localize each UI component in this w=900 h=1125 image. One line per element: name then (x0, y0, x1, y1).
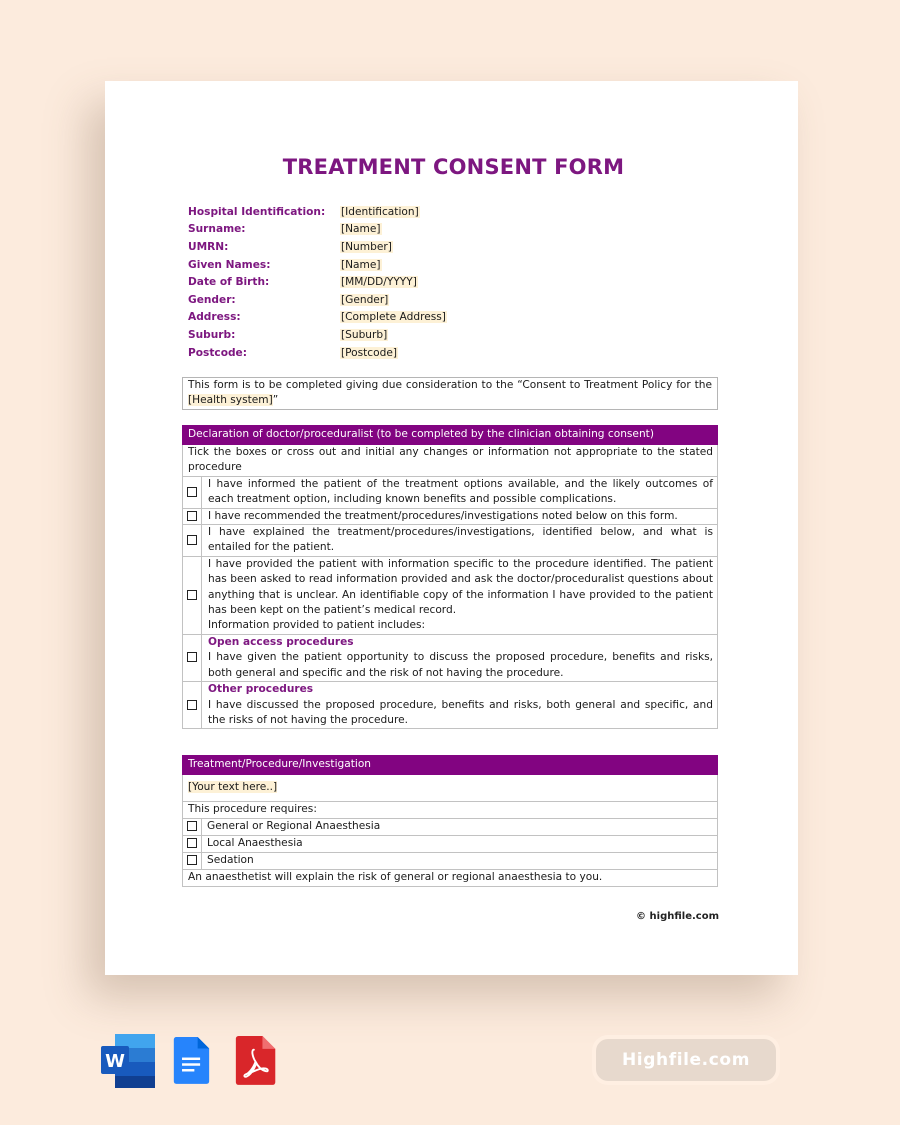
declaration-item-extra: Information provided to patient includes: (208, 619, 426, 632)
anaesthesia-option (183, 836, 718, 853)
checkbox[interactable] (187, 855, 197, 865)
checkbox-cell (183, 634, 202, 681)
option-label: General or Regional Anaesthesia (202, 819, 718, 836)
checkbox[interactable] (187, 821, 197, 831)
checkbox-cell (183, 819, 202, 836)
copyright-notice: © highfile.com (636, 911, 719, 922)
declaration-item-text: I have informed the patient of the treatment options available, and the likely outcomes of each treatment option, including known benefits and possible complications. (202, 476, 718, 508)
id-value-field[interactable]: [Name] (341, 223, 381, 236)
checkbox-cell (183, 476, 202, 508)
declaration-item-text: I have provided the patient with information specific to the procedure identified. The patient has been asked to read information provided and ask the doctor/proceduralist questions about anything that is unclear. An identifiable copy of the information I have provided to the patient has been kept on the patient’s medical record. (208, 557, 713, 617)
treatment-text-field[interactable]: [Your text here..] (188, 781, 278, 794)
id-row-address (188, 309, 588, 327)
declaration-instruction: Tick the boxes or cross out and initial any changes or information not appropriate to the stated procedure (183, 445, 718, 477)
format-icons (101, 1030, 283, 1090)
checkbox[interactable] (187, 652, 197, 662)
anaesthesia-option (183, 853, 718, 870)
declaration-item-text: I have discussed the proposed procedure, benefits and risks, both general and specific, and the risks of not having the procedure. (208, 698, 713, 726)
option-label: Local Anaesthesia (202, 836, 718, 853)
checkbox-cell (183, 853, 202, 870)
id-row-suburb (188, 326, 588, 344)
id-row-hospital-identification (188, 203, 588, 221)
declaration-item (183, 682, 718, 729)
id-label: Given Names: (188, 258, 271, 271)
checkbox-cell (183, 556, 202, 634)
document-title: TREATMENT CONSENT FORM (282, 155, 625, 179)
declaration-table (182, 425, 718, 729)
health-system-field[interactable]: [Health system] (188, 394, 273, 407)
id-row-gender (188, 291, 588, 309)
declaration-item-text: I have explained the treatment/procedures/investigations, identified below, and what is entailed for the patient. (202, 525, 718, 557)
declaration-item (183, 476, 718, 508)
id-label: Surname: (188, 223, 246, 236)
id-value-field[interactable]: [Number] (341, 240, 392, 253)
declaration-header: Declaration of doctor/proceduralist (to be completed by the clinician obtaining consent) (183, 426, 718, 445)
checkbox[interactable] (187, 511, 197, 521)
declaration-item (183, 556, 718, 634)
anaesthesia-option (183, 819, 718, 836)
declaration-item (183, 525, 718, 557)
checkbox[interactable] (187, 535, 197, 545)
id-label: Postcode: (188, 346, 247, 359)
treatment-text-cell (183, 775, 718, 802)
pdf-icon[interactable] (235, 1030, 283, 1090)
declaration-item-text: I have recommended the treatment/procedures/investigations noted below on this form. (202, 508, 718, 524)
declaration-item (183, 634, 718, 681)
id-label: Address: (188, 311, 241, 324)
checkbox[interactable] (187, 487, 197, 497)
checkbox-cell (183, 508, 202, 524)
id-value-field[interactable]: [Complete Address] (341, 311, 446, 324)
id-value-field[interactable]: [Gender] (341, 293, 389, 306)
id-label: Date of Birth: (188, 276, 270, 289)
policy-text: This form is to be completed giving due consideration to the “Consent to Treatment Policy for the (188, 379, 712, 391)
document-page (105, 81, 798, 975)
checkbox-cell (183, 682, 202, 729)
id-value-field[interactable]: [Name] (341, 258, 381, 271)
id-label: Suburb: (188, 328, 236, 341)
anaesthetist-note: An anaesthetist will explain the risk of general or regional anaesthesia to you. (183, 870, 718, 887)
declaration-item-cell (202, 556, 718, 634)
treatment-table (182, 755, 718, 887)
google-docs-icon[interactable] (173, 1030, 219, 1090)
identification-block (188, 203, 588, 361)
declaration-item-cell (202, 682, 718, 729)
word-icon[interactable] (101, 1030, 157, 1090)
id-row-umrn (188, 238, 588, 256)
checkbox[interactable] (187, 590, 197, 600)
id-value-field[interactable]: [Suburb] (341, 328, 388, 341)
policy-text-end: ” (272, 394, 279, 407)
id-row-given-names (188, 256, 588, 274)
checkbox-cell (183, 836, 202, 853)
option-label: Sedation (202, 853, 718, 870)
id-row-date-of-birth (188, 273, 588, 291)
checkbox-cell (183, 525, 202, 557)
id-value-field[interactable]: [Postcode] (341, 346, 397, 359)
declaration-item-cell (202, 634, 718, 681)
procedure-requires-label: This procedure requires: (183, 802, 718, 819)
declaration-item-text: I have given the patient opportunity to discuss the proposed procedure, benefits and risks, both general and specific and the risk of not having the procedure. (208, 651, 713, 679)
id-value-field[interactable]: [Identification] (341, 205, 419, 218)
id-row-surname (188, 221, 588, 239)
id-label: Hospital Identification: (188, 205, 326, 218)
declaration-subheading: Other procedures (208, 683, 314, 696)
id-label: Gender: (188, 293, 236, 306)
checkbox[interactable] (187, 838, 197, 848)
id-value-field[interactable]: [MM/DD/YYYY] (341, 276, 417, 289)
checkbox[interactable] (187, 700, 197, 710)
treatment-header: Treatment/Procedure/Investigation (183, 756, 718, 775)
svg-text:W: W (105, 1051, 125, 1072)
declaration-item (183, 508, 718, 524)
highfile-brand-button[interactable]: Highfile.com (596, 1039, 776, 1081)
id-row-postcode (188, 344, 588, 362)
declaration-subheading: Open access procedures (208, 635, 354, 648)
policy-statement (182, 377, 718, 410)
id-label: UMRN: (188, 240, 229, 253)
